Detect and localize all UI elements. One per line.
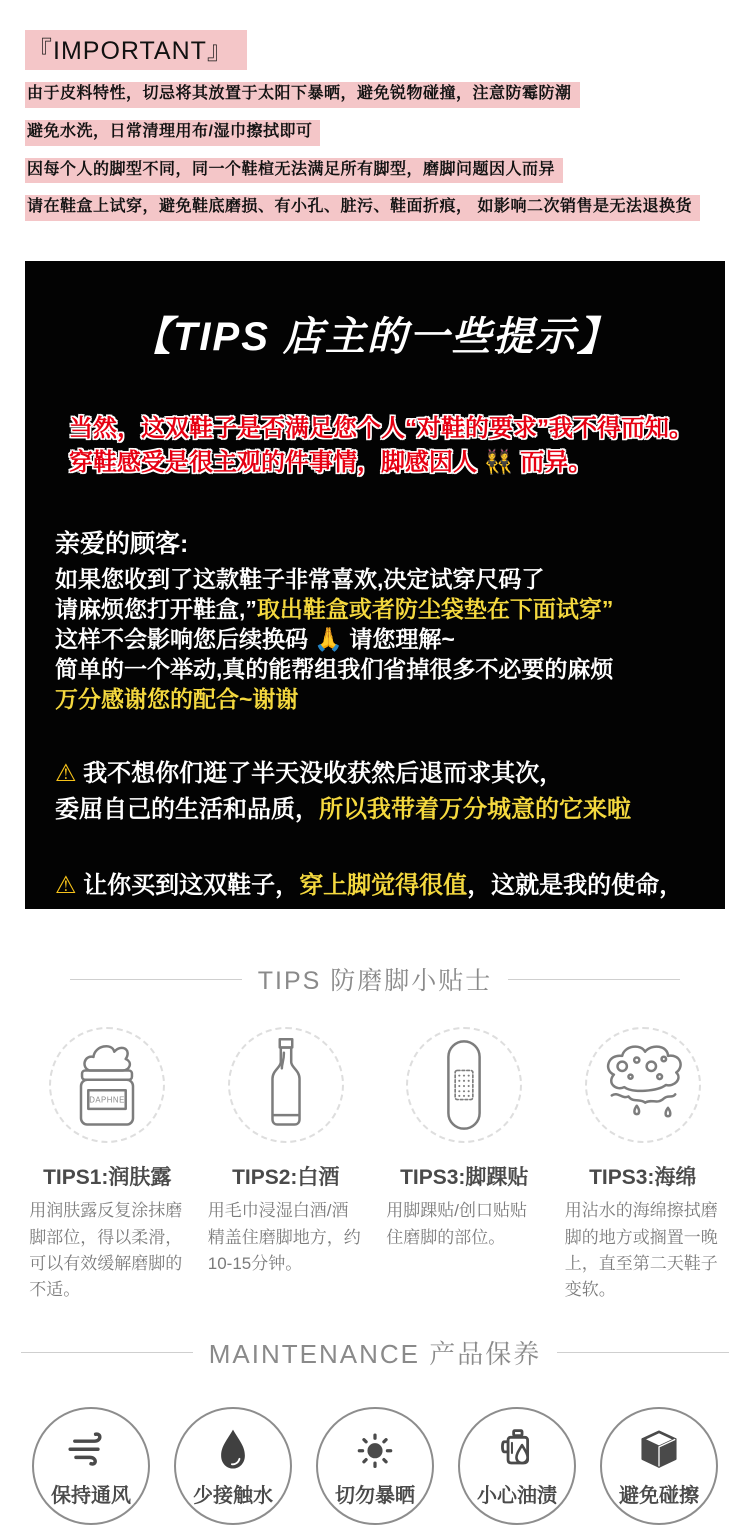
- maintenance-section-header: [0, 1334, 750, 1371]
- maintenance-item-ventilation: [32, 1407, 150, 1525]
- tip-item-sponge: [554, 1027, 733, 1303]
- divider-line-right: [508, 979, 680, 980]
- divider-line-left: [21, 1352, 193, 1353]
- important-section: [0, 0, 750, 221]
- tip-item-bandage: [375, 1027, 554, 1303]
- shop-tips-title: 【TIPS 店主的一些提示】: [130, 315, 620, 360]
- sun-icon: [348, 1425, 402, 1477]
- maintenance-label: 切勿暴晒: [335, 1485, 415, 1508]
- maintenance-item-oil-stains: [458, 1407, 576, 1525]
- maintenance-item-avoid-scuffs: [600, 1407, 718, 1525]
- water-drop-icon: [206, 1425, 260, 1477]
- tip-title-white-wine: TIPS2:白酒: [232, 1166, 340, 1190]
- oil-bottle-icon: [489, 1425, 545, 1477]
- important-title: 『IMPORTANT』: [25, 30, 247, 70]
- tip-item-white-wine: [197, 1027, 376, 1303]
- tip-title-bandage: TIPS3:脚踝贴: [400, 1166, 529, 1190]
- bandage-icon: [412, 1033, 516, 1137]
- maintenance-row: [0, 1407, 750, 1525]
- tip-item-moisturizer: [18, 1027, 197, 1303]
- maintenance-label: 避免碰擦: [619, 1485, 699, 1508]
- tip-title-sponge: TIPS3:海绵: [589, 1166, 697, 1190]
- maintenance-label: 小心油渍: [477, 1485, 557, 1508]
- tip-desc-white-wine: 用毛巾浸湿白酒/酒精盖住磨脚地方，约10-15分钟。: [207, 1201, 361, 1273]
- maintenance-label: 保持通风: [51, 1485, 131, 1508]
- divider-line-left: [70, 979, 242, 980]
- tip-desc-sponge: 用沾水的海绵擦拭磨脚的地方或搁置一晚上，直至第二天鞋子变软。: [564, 1201, 718, 1300]
- tips-row: [0, 1027, 750, 1303]
- maintenance-item-no-sun: [316, 1407, 434, 1525]
- warning-block-2: ⚠ 让你买到这双鞋子，穿上脚觉得很值，这就是我的使命，: [55, 872, 684, 900]
- red-notice-block: 当然，这双鞋子是否满足您个人“对鞋的要求”我不得而知。 穿鞋感受是很主观的件事情，脚感因人 👯 而异。: [69, 415, 693, 477]
- tips-body-block: 如果您收到了这款鞋子非常喜欢,决定试穿尺码了 请麻烦您打开鞋盒,”取出鞋盒或者防尘袋垫在下面试穿” 这样不会影响您后续换码 🙏 请您理解~ 简单的一个举动,真的能帮组我们省掉很多不必要的麻烦 万分感谢您的配合~谢谢: [55, 566, 614, 713]
- wine-bottle-icon: [234, 1033, 338, 1137]
- maintenance-section-title: MAINTENANCE 产品保养: [208, 1338, 542, 1369]
- divider-line-right: [557, 1352, 729, 1353]
- tip-desc-bandage: 用脚踝贴/创口贴贴住磨脚的部位。: [386, 1201, 527, 1247]
- sponge-icon: [591, 1033, 695, 1137]
- maintenance-label: 少接触水: [193, 1485, 273, 1508]
- shop-tips-box: [25, 261, 725, 909]
- customer-greeting: 亲爱的顾客:: [55, 530, 189, 559]
- tips-section-header: [0, 961, 750, 997]
- cream-jar-brand-label: DAPHNE: [89, 1095, 126, 1105]
- cream-jar-icon: [55, 1033, 159, 1137]
- wind-icon: [62, 1425, 120, 1477]
- maintenance-item-avoid-water: [174, 1407, 292, 1525]
- warning-block-1: ⚠ 我不想你们逛了半天没收获然后退而求其次， 委屈自己的生活和品质，所以我带着万分城意的它来啦: [55, 760, 631, 824]
- cube-icon: [632, 1425, 686, 1477]
- important-lines: 由于皮料特性，切忌将其放置于太阳下暴晒，避免锐物碰撞，注意防霉防潮 避免水洗，日常清理用布/湿巾擦拭即可 因每个人的脚型不同，同一个鞋楦无法满足所有脚型，磨脚问题因人而异 请在鞋盒上试穿，避免鞋底磨损、有小孔、脏污、鞋面折痕， 如影响二次销售是无法退换货: [25, 82, 725, 221]
- tip-title-moisturizer: TIPS1:润肤露: [43, 1166, 172, 1190]
- tips-section-title: TIPS 防磨脚小贴士: [257, 967, 493, 996]
- tip-desc-moisturizer: 用润肤露反复涂抹磨脚部位，得以柔滑，可以有效缓解磨脚的不适。: [29, 1201, 183, 1300]
